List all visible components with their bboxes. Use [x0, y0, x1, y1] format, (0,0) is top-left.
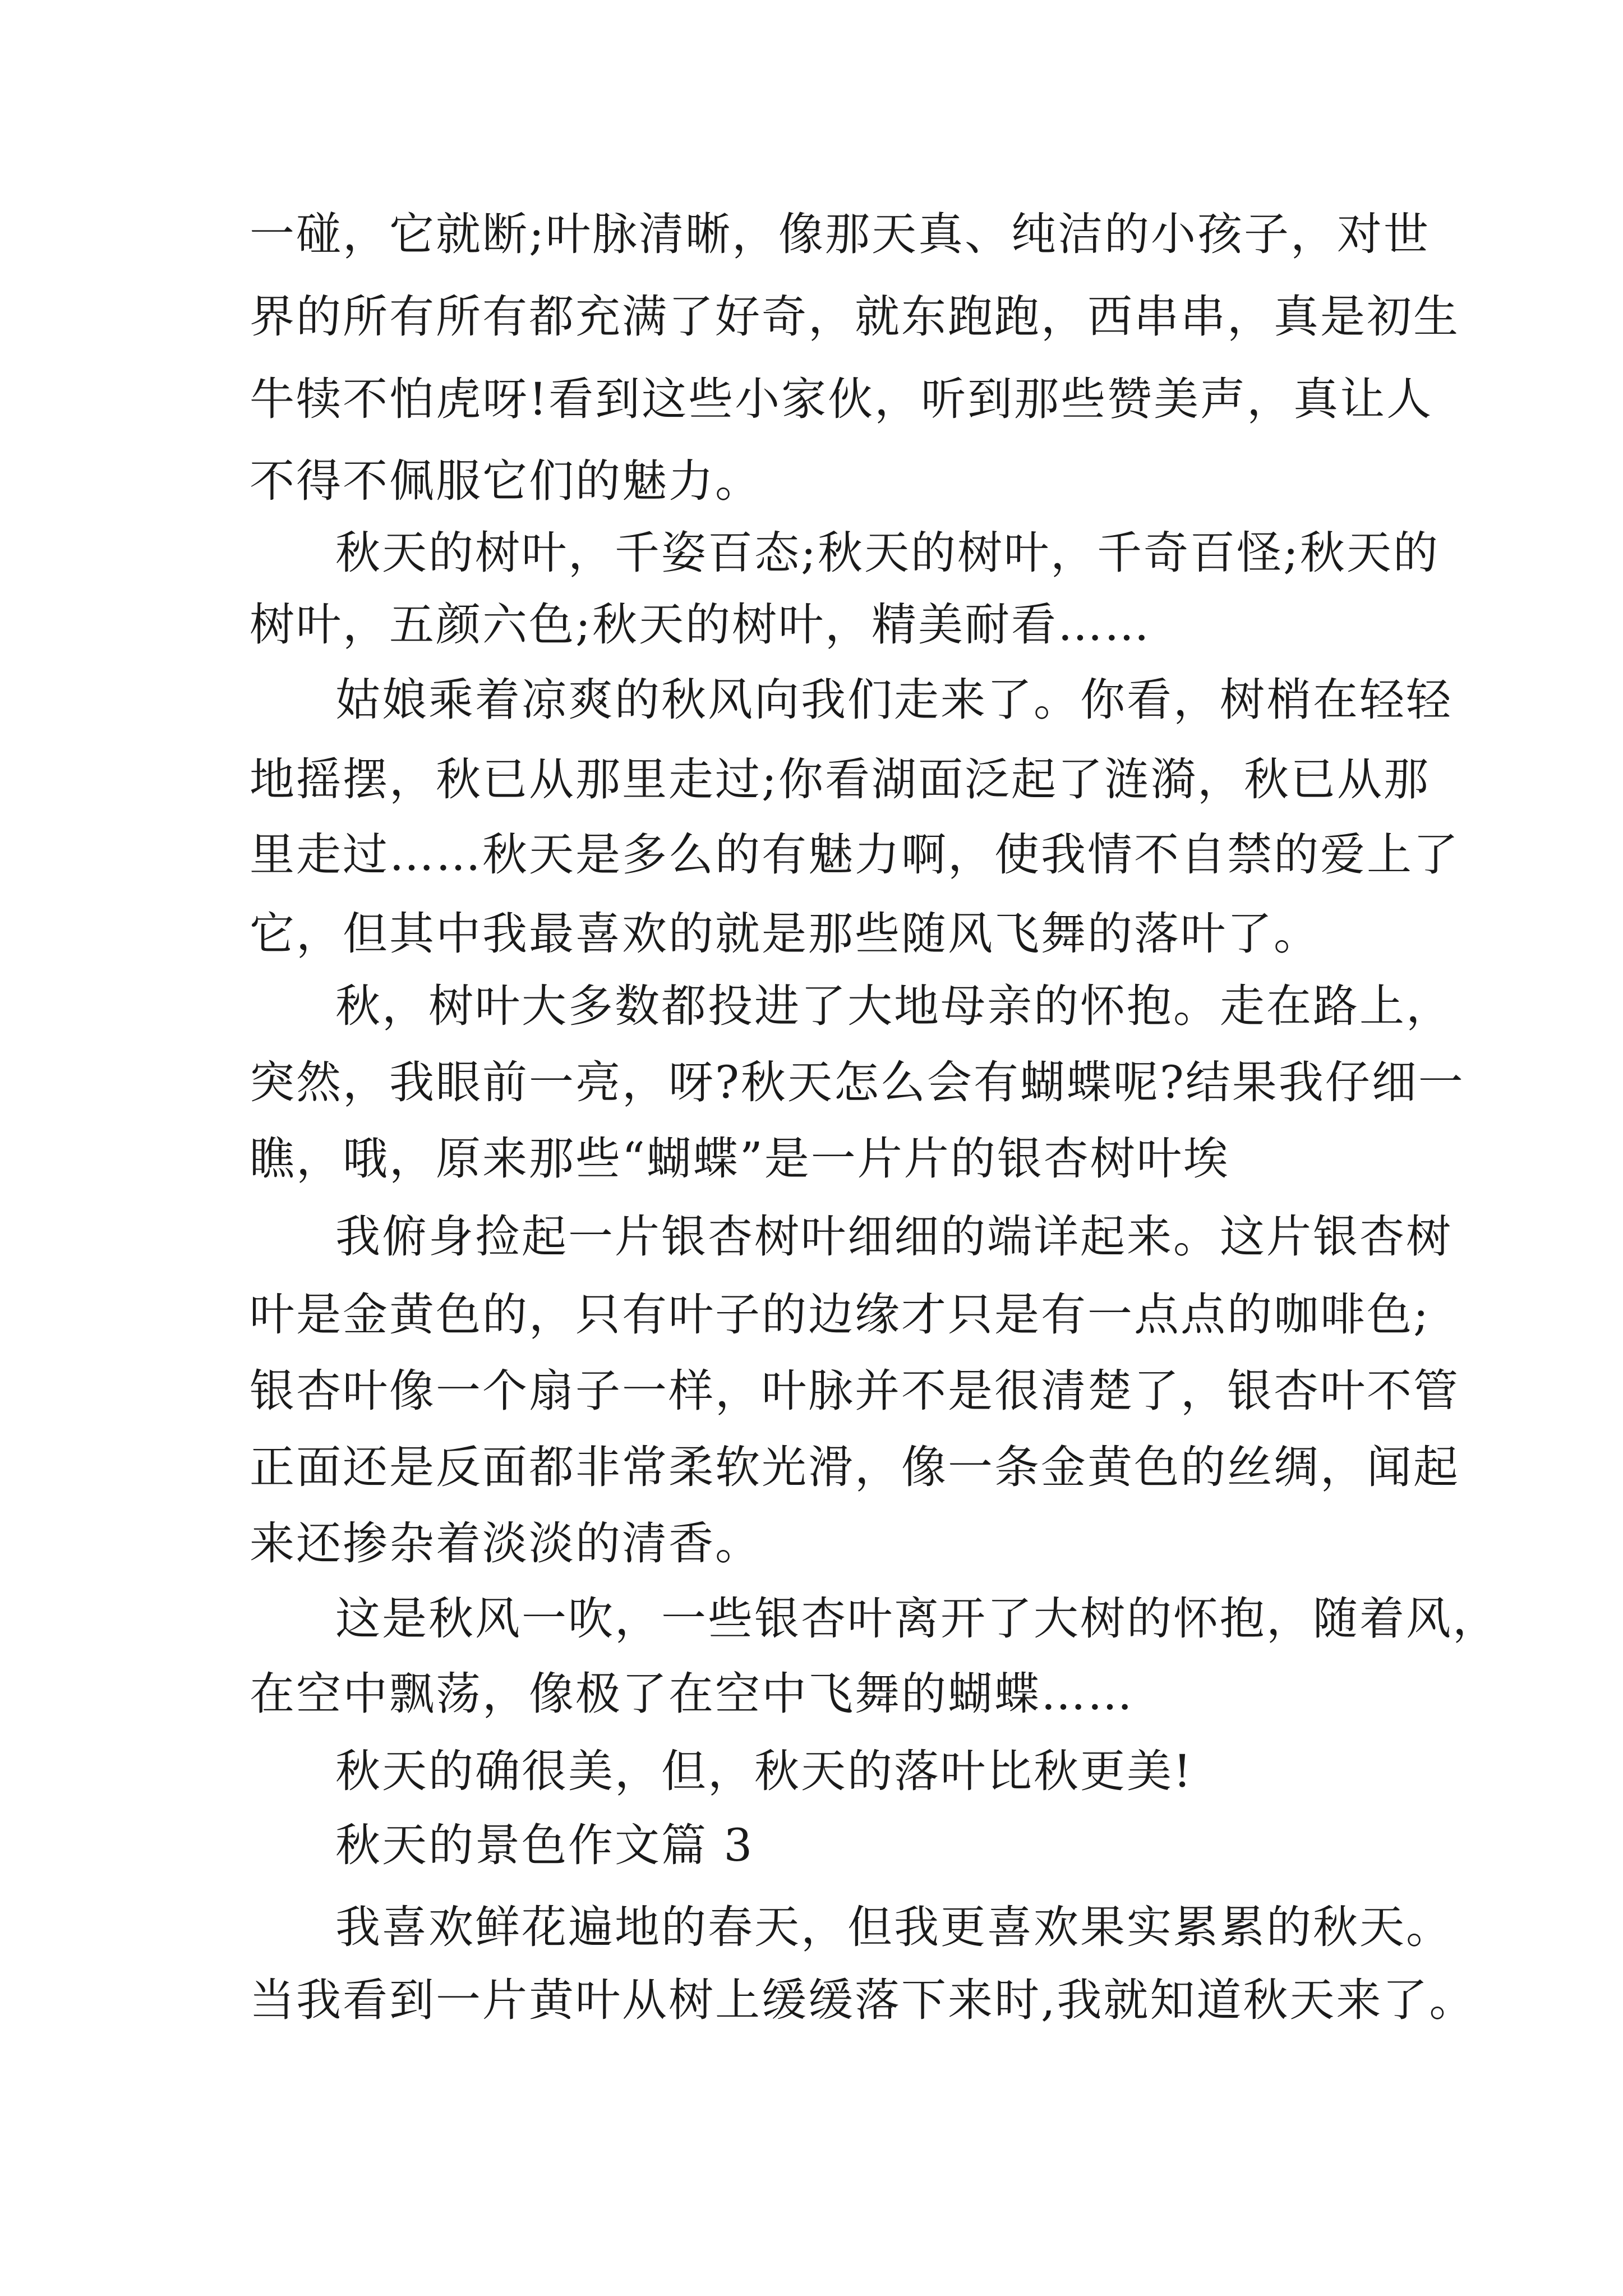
text-line: 一碰，它就断;叶脉清晰，像那天真、纯洁的小孩子，对世: [250, 208, 1430, 260]
text-line: 秋，树叶大多数都投进了大地母亲的怀抱。走在路上，: [335, 980, 1453, 1032]
text-line: 我喜欢鲜花遍地的春天，但我更喜欢果实累累的秋天。: [335, 1901, 1453, 1953]
text-line: 瞧，哦，原来那些“蝴蝶”是一片片的银杏树叶埃: [250, 1133, 1230, 1185]
text-line: 树叶，五颜六色;秋天的树叶，精美耐看……: [250, 599, 1151, 651]
text-line: 不得不佩服它们的魅力。: [250, 455, 762, 507]
text-line: 当我看到一片黄叶从树上缓缓落下来时,我就知道秋天来了。: [250, 1974, 1476, 2026]
text-line: 牛犊不怕虎呀!看到这些小家伙，听到那些赞美声，真让人: [250, 373, 1433, 425]
section-heading: 秋天的景色作文篇 3: [335, 1819, 754, 1871]
text-line: 在空中飘荡，像极了在空中飞舞的蝴蝶……: [250, 1668, 1134, 1720]
text-line: 叶是金黄色的，只有叶子的边缘才只是有一点点的咖啡色;: [250, 1289, 1430, 1341]
text-line: 姑娘乘着凉爽的秋风向我们走来了。你看，树梢在轻轻: [335, 674, 1453, 726]
text-line: 突然，我眼前一亮，呀?秋天怎么会有蝴蝶呢?结果我仔细一: [250, 1056, 1465, 1108]
text-line: 里走过……秋天是多么的有魅力啊，使我情不自禁的爱上了: [250, 829, 1460, 881]
text-line: 这是秋风一吹，一些银杏叶离开了大树的怀抱，随着风，: [335, 1593, 1499, 1645]
text-line: 正面还是反面都非常柔软光滑，像一条金黄色的丝绸，闻起: [250, 1441, 1460, 1493]
text-line: 我俯身捡起一片银杏树叶细细的端详起来。这片银杏树: [335, 1211, 1453, 1263]
text-line: 地摇摆，秋已从那里走过;你看湖面泛起了涟漪，秋已从那: [250, 753, 1430, 806]
text-line: 界的所有所有都充满了好奇，就东跑跑，西串串，真是初生: [250, 291, 1460, 343]
text-line: 秋天的树叶，千姿百态;秋天的树叶，千奇百怪;秋天的: [335, 527, 1440, 579]
text-line: 秋天的确很美，但，秋天的落叶比秋更美!: [335, 1745, 1193, 1797]
text-line: 来还掺杂着淡淡的清香。: [250, 1517, 762, 1570]
text-line: 银杏叶像一个扇子一样，叶脉并不是很清楚了，银杏叶不管: [250, 1365, 1460, 1417]
text-line: 它，但其中我最喜欢的就是那些随风飞舞的落叶了。: [250, 908, 1320, 960]
